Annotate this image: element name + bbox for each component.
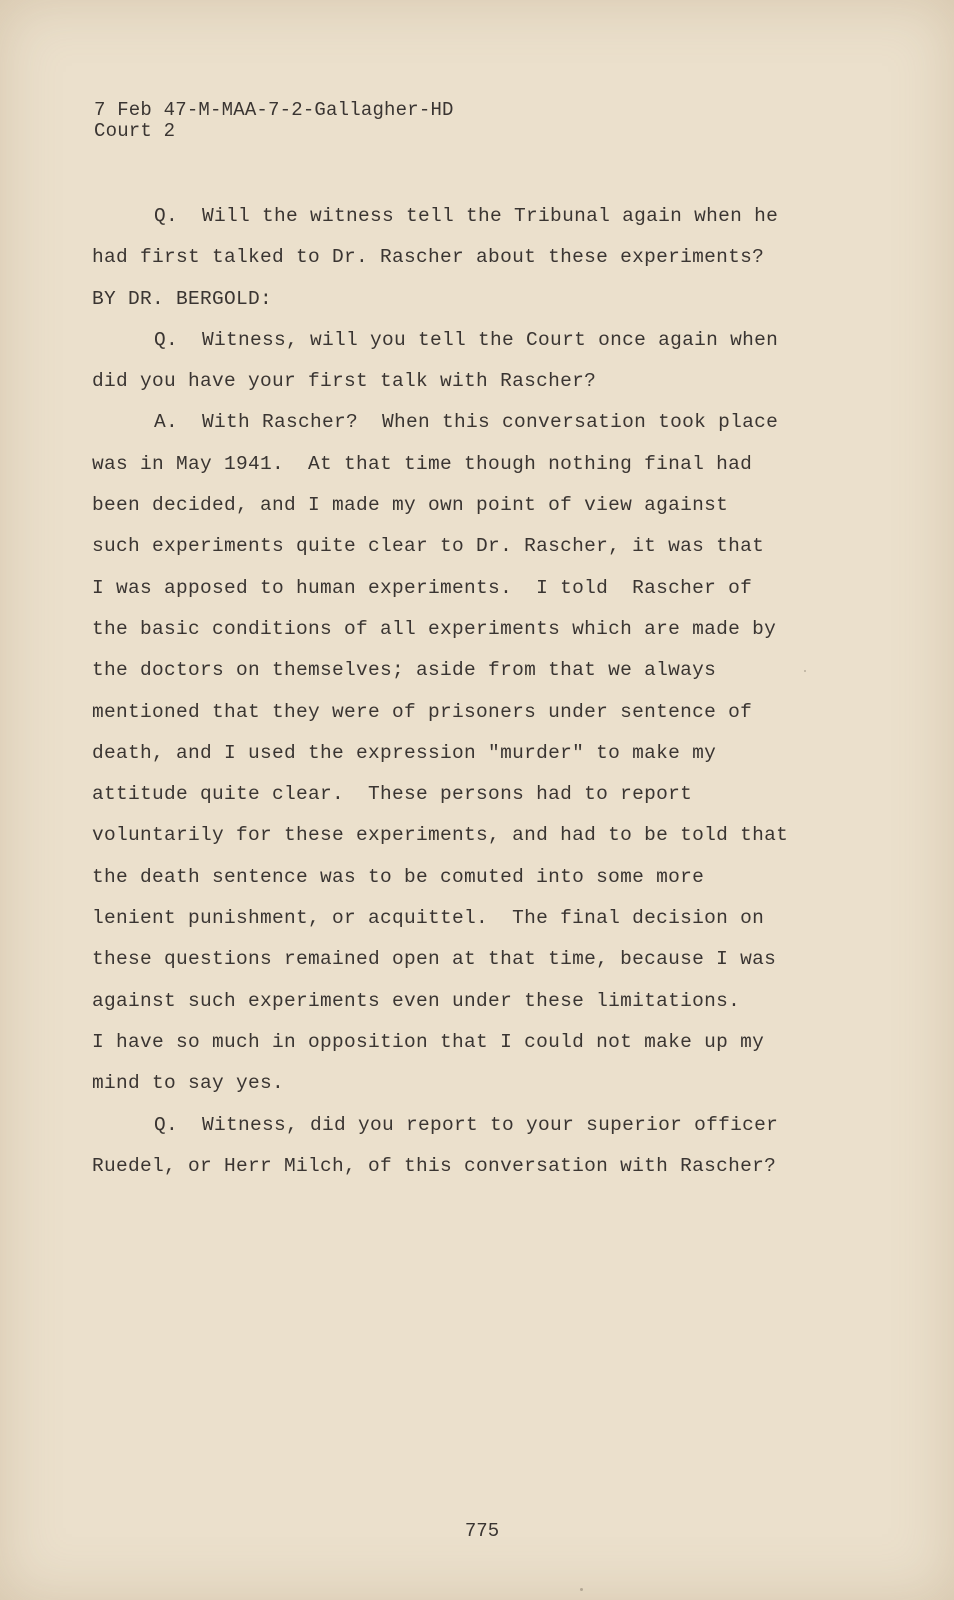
transcript-line: was in May 1941. At that time though nothing final had — [92, 452, 753, 475]
transcript-line: been decided, and I made my own point of view against — [92, 494, 729, 517]
header-court: Court 2 — [94, 120, 176, 142]
transcript-line: Q. Will the witness tell the Tribunal again when he — [154, 205, 779, 227]
transcript-line: attitude quite clear. These persons had to report — [92, 783, 693, 806]
transcript-line: Q. Witness, will you tell the Court once again when — [154, 328, 779, 351]
header-reference: 7 Feb 47-M-MAA-7-2-Gallagher-HD — [94, 99, 454, 121]
transcript-line: voluntarily for these experiments, and had to be told that — [92, 824, 789, 847]
transcript-line: mind to say yes. — [92, 1072, 285, 1095]
transcript-line: the death sentence was to be comuted into some more — [92, 865, 705, 888]
transcript-line: against such experiments even under these limitations. — [92, 989, 741, 1012]
transcript-line: I was apposed to human experiments. I told Rascher of — [92, 576, 753, 599]
transcript-line: A. With Rascher? When this conversation took place — [154, 411, 779, 434]
transcript-body — [92, 196, 922, 1187]
transcript-line: the basic conditions of all experiments which are made by — [92, 617, 777, 640]
transcript-line: Ruedel, or Herr Milch, of this conversation with Rascher? — [92, 1154, 777, 1177]
transcript-line: the doctors on themselves; aside from that we always — [92, 659, 717, 682]
paper-speck — [804, 670, 806, 672]
paper-speck — [580, 1588, 583, 1591]
transcript-line: BY DR. BERGOLD: — [92, 287, 273, 310]
transcript-line: Q. Witness, did you report to your superior officer — [154, 1113, 779, 1136]
transcript-line: I have so much in opposition that I could not make up my — [92, 1030, 765, 1053]
transcript-line: mentioned that they were of prisoners under sentence of — [92, 700, 753, 723]
transcript-line: these questions remained open at that time, because I was — [92, 948, 777, 971]
transcript-line: such experiments quite clear to Dr. Rascher, it was that — [92, 535, 765, 558]
document-header — [94, 100, 454, 142]
page-number: 775 — [464, 1520, 500, 1542]
transcript-line: death, and I used the expression "murder" to make my — [92, 741, 717, 764]
transcript-line: had first talked to Dr. Rascher about these experiments? — [92, 246, 765, 269]
transcript-line: lenient punishment, or acquittel. The final decision on — [92, 907, 765, 930]
transcript-line: did you have your first talk with Rascher? — [92, 370, 597, 393]
